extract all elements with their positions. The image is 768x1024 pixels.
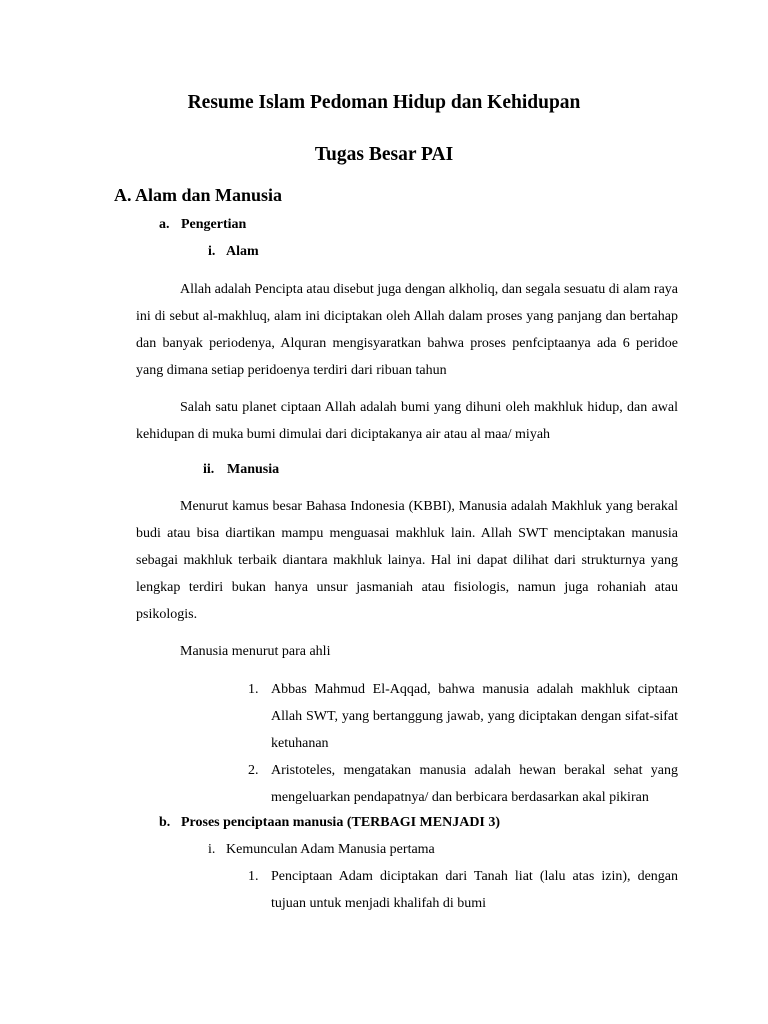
subsection-a-marker: a. xyxy=(159,217,170,232)
subsection-b-marker: b. xyxy=(159,815,171,830)
document-subtitle: Tugas Besar PAI xyxy=(314,144,454,165)
list-text: Penciptaan Adam diciptakan dari Tanah liat (lalu atas izin), dengan tujuan untuk menjadi khalifah di bumi xyxy=(271,869,678,911)
alam-paragraph-1: Allah adalah Pencipta atau disebut juga dengan alkholiq, dan segala sesuatu di alam raya ini di sebut al-makhluq, alam ini diciptakan oleh Allah dalam proses yang panjang dan bertahap dan banyak periodenya, Alquran mengisyaratkan bahwa proses penfciptaanya ada 6 peridoe yang dimana setiap peridoenya terdiri dari ribuan tahun xyxy=(136,282,678,378)
item-alam-label: Alam xyxy=(226,244,259,259)
manusia-paragraph-1: Menurut kamus besar Bahasa Indonesia (KBBI), Manusia adalah Makhluk yang berakal budi atau bisa diartikan mampu menguasai makhluk lain. Allah SWT menciptakan manusia sebagai makhluk terbaik diantara makhluk lainya. Hal ini dapat dilihat dari strukturnya yang lengkap terdiri bukan hanya unsur jasmaniah atau fisiologis, namun juga rohaniah atau psikologis. xyxy=(136,499,678,622)
item-manusia-heading xyxy=(203,462,279,478)
item-adam-heading xyxy=(208,842,435,858)
item-adam-label: Kemunculan Adam Manusia pertama xyxy=(226,842,435,857)
item-manusia-marker: ii. xyxy=(203,462,215,477)
subsection-a-heading xyxy=(159,217,246,233)
subsection-b-heading xyxy=(159,815,500,831)
item-adam-marker: i. xyxy=(208,842,216,857)
section-a-heading: A. Alam dan Manusia xyxy=(114,185,283,205)
list-number: 2. xyxy=(248,763,259,778)
list-number: 1. xyxy=(248,682,259,697)
expert-list-item xyxy=(248,757,678,811)
list-text: Aristoteles, mengatakan manusia adalah hewan berakal sehat yang mengeluarkan pendapatnya/ dan berbicara berdasarkan akal pikiran xyxy=(271,763,678,805)
item-alam-heading xyxy=(208,244,259,260)
subsection-b-label: Proses penciptaan manusia (TERBAGI MENJADI 3) xyxy=(181,815,501,830)
subsection-a-label: Pengertian xyxy=(181,217,247,232)
experts-intro: Manusia menurut para ahli xyxy=(180,644,331,659)
item-alam-marker: i. xyxy=(208,244,216,259)
expert-list-item xyxy=(248,676,678,757)
alam-paragraph-2: Salah satu planet ciptaan Allah adalah bumi yang dihuni oleh makhluk hidup, dan awal kehidupan di muka bumi dimulai dari diciptakanya air atau al maa/ miyah xyxy=(136,400,678,442)
list-text: Abbas Mahmud El-Aqqad, bahwa manusia adalah makhluk ciptaan Allah SWT, yang bertanggung jawab, yang diciptakan dengan sifat-sifat ketuhanan xyxy=(271,682,678,751)
creation-step-item xyxy=(248,863,678,917)
document-title: Resume Islam Pedoman Hidup dan Kehidupan xyxy=(187,92,581,113)
list-number: 1. xyxy=(248,869,259,884)
item-manusia-label: Manusia xyxy=(227,462,280,477)
